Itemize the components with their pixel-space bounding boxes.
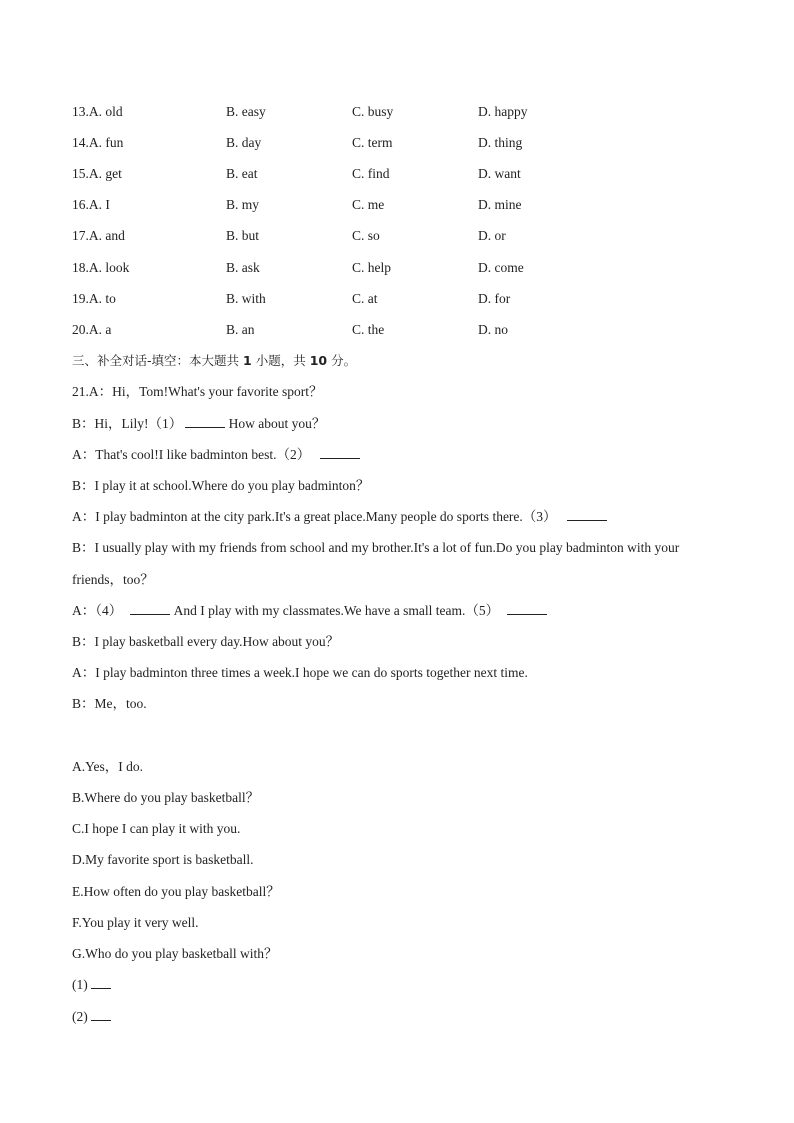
choice-row-13 — [72, 102, 732, 122]
option-b: B. ask — [226, 260, 260, 275]
option-line: C.I hope I can play it with you. — [72, 821, 241, 836]
dialogue-line: B：I play basketball every day.How about you？ — [72, 634, 340, 649]
answer-field-1[interactable] — [91, 975, 111, 989]
option-c: C. the — [352, 322, 385, 337]
answer-line-2 — [72, 1007, 111, 1027]
option-a: 19.A. to — [72, 291, 116, 306]
dialogue-line — [72, 601, 547, 621]
option-d: D. or — [478, 228, 506, 243]
option-line: B.Where do you play basketball？ — [72, 790, 260, 805]
choice-row-18 — [72, 258, 732, 278]
dialogue-line: B：Me，too. — [72, 696, 147, 711]
section-count: 1 — [243, 353, 252, 368]
option-c: C. find — [352, 166, 390, 181]
option-b: B. an — [226, 322, 255, 337]
option-d: D. for — [478, 291, 511, 306]
option-line: D.My favorite sport is basketball. — [72, 852, 254, 867]
option-line: F.You play it very well. — [72, 915, 199, 930]
option-c: C. term — [352, 135, 393, 150]
option-b: B. but — [226, 228, 260, 243]
answer-blank-3[interactable] — [567, 507, 607, 521]
option-b: B. my — [226, 197, 260, 212]
option-c: C. me — [352, 197, 385, 212]
dialogue-text: A：（4） — [72, 603, 123, 618]
dialogue-line — [72, 445, 360, 465]
option-d: D. mine — [478, 197, 522, 212]
option-b: B. with — [226, 291, 266, 306]
option-d: D. want — [478, 166, 521, 181]
option-c: C. so — [352, 228, 380, 243]
option-a: 17.A. and — [72, 228, 125, 243]
option-c: C. help — [352, 260, 391, 275]
option-d: D. no — [478, 322, 508, 337]
choice-row-14 — [72, 133, 732, 153]
section-prefix: 三、补全对话-填空：本大题共 — [72, 353, 240, 368]
answer-blank-5[interactable] — [507, 601, 547, 615]
dialogue-line — [72, 414, 325, 434]
dialogue-line — [72, 507, 607, 527]
choice-row-16 — [72, 195, 732, 215]
answer-blank-1[interactable] — [185, 414, 225, 428]
option-a: 14.A. fun — [72, 135, 124, 150]
answer-blank-4[interactable] — [130, 601, 170, 615]
option-line: E.How often do you play basketball？ — [72, 884, 280, 899]
option-line: A.Yes，I do. — [72, 759, 144, 774]
option-a: 16.A. I — [72, 197, 110, 212]
option-a: 15.A. get — [72, 166, 122, 181]
dialogue-text: How about you？ — [228, 416, 326, 431]
section-suffix: 分。 — [331, 353, 357, 368]
option-d: D. happy — [478, 104, 528, 119]
option-b: B. eat — [226, 166, 258, 181]
section-score: 10 — [309, 353, 328, 368]
option-line: G.Who do you play basketball with？ — [72, 946, 278, 961]
dialogue-text: A：That's cool!I like badminton best.（2） — [72, 447, 311, 462]
option-c: C. busy — [352, 104, 394, 119]
dialogue-line: 21.A：Hi，Tom!What's your favorite sport？ — [72, 384, 323, 399]
option-d: D. thing — [478, 135, 523, 150]
dialogue-line: B：I play it at school.Where do you play badminton？ — [72, 478, 370, 493]
answer-field-2[interactable] — [91, 1007, 111, 1021]
dialogue-text: A：I play badminton at the city park.It's a great place.Many people do sports there.（3） — [72, 509, 557, 524]
choice-row-20 — [72, 320, 732, 340]
answer-line-1 — [72, 975, 111, 995]
answer-label: (1) — [72, 977, 88, 992]
answer-label: (2) — [72, 1009, 88, 1024]
option-b: B. day — [226, 135, 262, 150]
dialogue-line: A：I play badminton three times a week.I hope we can do sports together next time. — [72, 665, 528, 680]
dialogue-line: friends，too？ — [72, 572, 154, 587]
answer-blank-2[interactable] — [320, 445, 360, 459]
section-middle: 小题，共 — [255, 353, 306, 368]
choice-row-19 — [72, 289, 732, 309]
dialogue-text: And I play with my classmates.We have a small team.（5） — [173, 603, 500, 618]
option-d: D. come — [478, 260, 524, 275]
option-a: 13.A. old — [72, 104, 123, 119]
option-a: 18.A. look — [72, 260, 130, 275]
option-c: C. at — [352, 291, 378, 306]
dialogue-line: B：I usually play with my friends from school and my brother.It's a lot of fun.Do you play badminton with your — [72, 540, 680, 555]
section-title — [72, 351, 356, 371]
choice-row-15 — [72, 164, 732, 184]
option-a: 20.A. a — [72, 322, 112, 337]
dialogue-text: B：Hi，Lily!（1） — [72, 416, 183, 431]
choice-row-17 — [72, 226, 732, 246]
option-b: B. easy — [226, 104, 266, 119]
